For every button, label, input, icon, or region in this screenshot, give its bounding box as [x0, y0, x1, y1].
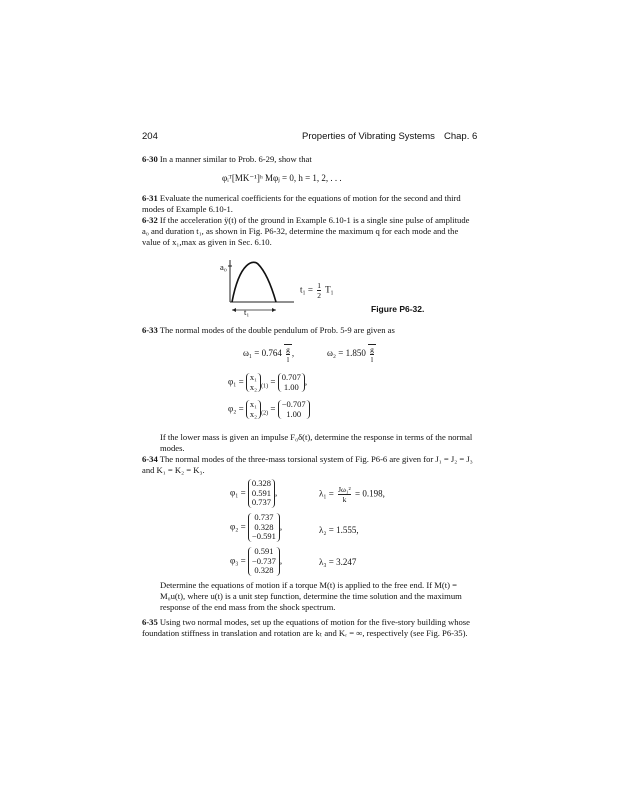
omega2-equation: ω₂ = 1.850 $\frac{g}{l}$ — [327, 345, 374, 364]
lambda2-equation: λ₂ = 1.555, — [319, 525, 359, 535]
chapter-label: Chap. 6 — [444, 131, 478, 142]
problem-6-33 — [142, 325, 478, 336]
chapter-title: Properties of Vibrating Systems — [302, 131, 435, 142]
mode2-vector: φ₂ = 0.737 0.328 −0.591 , — [230, 512, 283, 541]
problem-text: Using two normal modes, set up the equations of motion for the five-story building whose foundation stiffness in translation and rotation are kₜ and Kᵣ = ∞, respectively (see Fig. P6-35). — [142, 617, 470, 638]
problem-6-35 — [142, 617, 478, 639]
problem-number: 6-30 — [142, 154, 158, 164]
problem-6-31 — [142, 193, 478, 215]
mode3-vector: φ₃ = 0.591 −0.737 0.328 , — [230, 546, 283, 575]
duration-arrow-right — [272, 308, 276, 312]
sine-pulse-curve — [232, 262, 276, 302]
orthogonality-equation: φᵢᵀ[MK⁻¹]ʰ Mφⱼ = 0, h = 1, 2, . . . — [222, 173, 342, 183]
problem-number: 6-34 — [142, 454, 158, 464]
problem-text: The normal modes of the double pendulum of Prob. 5-9 are given as — [159, 325, 395, 335]
problem-number: 6-35 — [142, 617, 158, 627]
figure-caption: Figure P6-32. — [371, 304, 425, 314]
omega1-equation: ω₁ = 0.764 $\frac{g}{l}$ , — [243, 345, 295, 364]
problem-number: 6-31 — [142, 193, 158, 203]
problem-text: If the acceleration ÿ(t) of the ground in Example 6.10-1 is a single sine pulse of amplitude a₀ and duration t₁, as shown in Fig. P6-32, determine the maximum q for each mode and the value of x₁,max as given in Sec. 6.10. — [142, 215, 470, 247]
problem-number: 6-33 — [142, 325, 158, 335]
problem-6-33-continuation: If the lower mass is given an impulse F₀δ(t), determine the response in terms of the normal modes. — [160, 432, 473, 453]
duration-label: t₁ — [244, 307, 250, 317]
page-number: 204 — [142, 131, 158, 142]
problem-6-32 — [142, 215, 478, 248]
problem-6-30 — [142, 154, 478, 165]
problem-text: The normal modes of the three-mass torsional system of Fig. P6-6 are given for J₁ = J₂ = J₃ and K₁ = K₂ = K₃. — [142, 454, 473, 475]
problem-6-34-continuation: Determine the equations of motion if a torque M(t) is applied to the free end. If M(t) = M₀u(t), where u(t) is a unit step function, determine the time solution and the maximum response of the end mass from the shock spectrum. — [160, 580, 462, 612]
problem-number: 6-32 — [142, 215, 158, 225]
pulse-duration-relation: t₁ = $\frac{1}{2}$ T₁ — [300, 281, 334, 300]
problem-text: In a manner similar to Prob. 6-29, show that — [159, 154, 312, 164]
problem-6-34 — [142, 454, 478, 476]
problem-text: Evaluate the numerical coefficients for the equations of motion for the second and third modes of Example 6.10-1. — [142, 193, 461, 214]
lambda3-equation: λ₃ = 3.247 — [319, 557, 357, 567]
mode1-vector: φ₁ = 0.328 0.591 0.737 , — [230, 478, 278, 507]
phi1-equation: φ₁ = x₁ x₂ $_{(1)}$ = 0.707 1.00 , — [228, 372, 308, 392]
duration-arrow-left — [232, 308, 236, 312]
lambda1-equation: λ₁ = $\frac{\text{Jω₁²}}{k}$ = 0.198, — [319, 485, 385, 504]
amplitude-label: a₀ — [220, 262, 227, 272]
phi2-equation: φ₂ = x₁ x₂ $_{(2)}$ = −0.707 1.00 — [228, 400, 310, 419]
